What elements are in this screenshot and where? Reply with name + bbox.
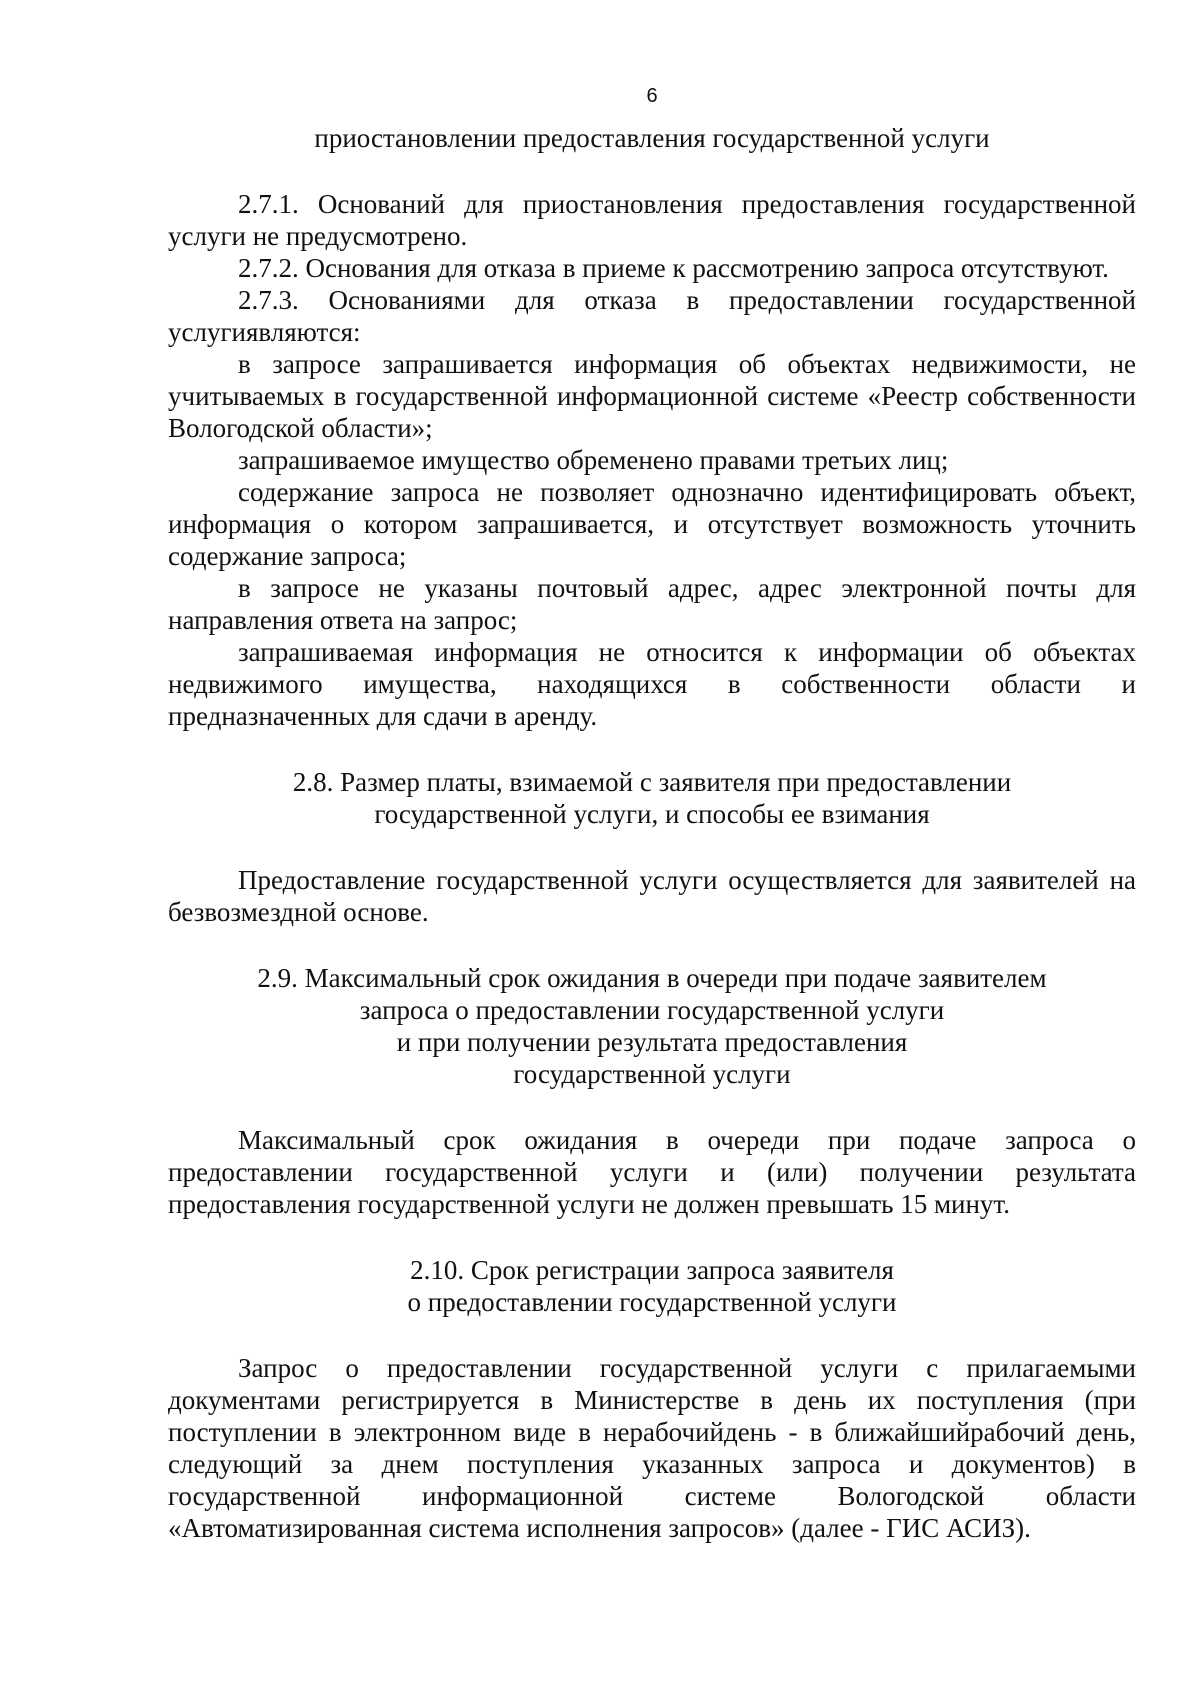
section-2-8-paragraph: Предоставление государственной услуги осуществляется для заявителей на безвозмездной основе. (168, 865, 1136, 927)
refusal-reason-4: в запросе не указаны почтовый адрес, адрес электронной почты для направления ответа на запрос; (168, 573, 1136, 635)
paragraph-2-7-1: 2.7.1. Оснований для приостановления предоставления государственной услуги не предусмотрено. (168, 189, 1136, 251)
refusal-reason-2: запрашиваемое имущество обременено правами третьих лиц; (238, 445, 949, 475)
section-2-10-heading (168, 1254, 1136, 1318)
document-page (168, 70, 1136, 1544)
page-number: 6 (646, 85, 658, 107)
heading-line: государственной услуги, и способы ее взимания (374, 799, 930, 829)
section-2-10-paragraph: Запрос о предоставлении государственной услуги с прилагаемыми документами регистрируется в Министерстве в день их поступления (при поступлении в электронном виде в нерабочийдень - в ближайшийрабочий день, следующий за днем поступления указанных запроса и документов) в государственной информационной системе Вологодской области «Автоматизированная система исполнения запросов» (далее - ГИС АСИЗ). (168, 1353, 1136, 1543)
refusal-reason-3: содержание запроса не позволяет однозначно идентифицировать объект, информация о котором запрашивается, и отсутствует возможность уточнить содержание запроса; (168, 477, 1136, 571)
heading-line: государственной услуги (513, 1059, 791, 1089)
paragraph-2-7-3: 2.7.3. Основаниями для отказа в предоставлении государственной услугиявляются: (168, 285, 1136, 347)
section-2-9-paragraph: Максимальный срок ожидания в очереди при подаче запроса о предоставлении государственной услуги и (или) получении результата предоставления государственной услуги не должен превышать 15 минут. (168, 1125, 1136, 1219)
refusal-reason-5: запрашиваемая информация не относится к информации об объектах недвижимого имущества, находящихся в собственности области и предназначенных для сдачи в аренду. (168, 637, 1136, 731)
section-2-9-heading (168, 962, 1136, 1090)
paragraph-2-7-2: 2.7.2. Основания для отказа в приеме к рассмотрению запроса отсутствуют. (238, 253, 1109, 283)
heading-line: 2.10. Срок регистрации запроса заявителя (410, 1255, 894, 1285)
section-2-8-heading (168, 766, 1136, 830)
heading-line: запроса о предоставлении государственной услуги (359, 995, 945, 1025)
refusal-reason-1: в запросе запрашивается информация об объектах недвижимости, не учитываемых в государственной информационной системе «Реестр собственности Вологодской области»; (168, 349, 1136, 443)
heading-line: 2.9. Максимальный срок ожидания в очереди при подаче заявителем (257, 963, 1047, 993)
section-2-7 (168, 188, 1136, 732)
heading-line: 2.8. Размер платы, взимаемой с заявителя при предоставлении (292, 767, 1012, 797)
heading-line: о предоставлении государственной услуги (407, 1287, 897, 1317)
top-heading: приостановлении предоставления государственной услуги (314, 123, 990, 153)
heading-line: и при получении результата предоставления (396, 1027, 908, 1057)
